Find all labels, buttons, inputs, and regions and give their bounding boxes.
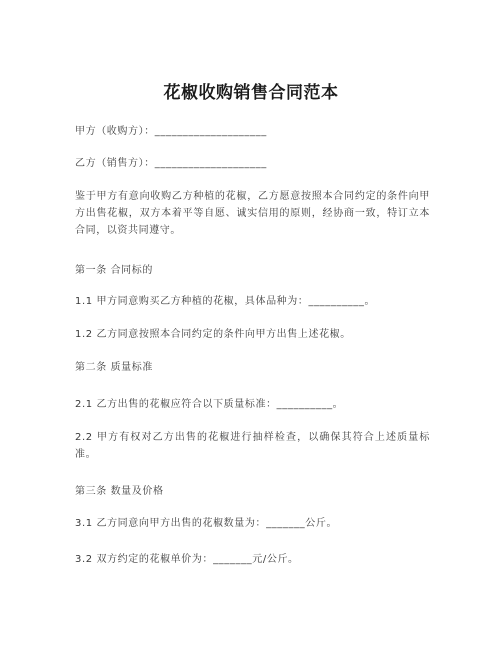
- document-title: 花椒收购销售合同范本: [163, 83, 339, 103]
- preamble-paragraph: 鉴于甲方有意向收购乙方种植的花椒，乙方愿意按照本合同约定的条件向甲方出售花椒，双方本着平等自愿、诚实信用的原则，经协商一致，特订立本合同，以资共同遵守。: [75, 191, 430, 236]
- clause-3-1: 3.1 乙方同意向甲方出售的花椒数量为：_______公斤。: [75, 518, 338, 529]
- article-2-heading: 第二条 质量标准: [75, 362, 153, 373]
- clause-3-2: 3.2 双方约定的花椒单价为：_______元/公斤。: [75, 554, 299, 565]
- clause-2-1: 2.1 乙方出售的花椒应符合以下质量标准：__________。: [75, 399, 344, 410]
- article-3-heading: 第三条 数量及价格: [75, 486, 164, 497]
- clause-1-2: 1.2 乙方同意按照本合同约定的条件向甲方出售上述花椒。: [75, 329, 351, 340]
- clause-1-1: 1.1 甲方同意购买乙方种植的花椒，具体品种为：__________。: [75, 296, 376, 307]
- clause-2-2: 2.2 甲方有权对乙方出售的花椒进行抽样检查，以确保其符合上述质量标准。: [75, 432, 430, 460]
- party-b-line: 乙方（销售方）：____________________: [75, 158, 267, 169]
- party-a-line: 甲方（收购方）：____________________: [75, 126, 267, 137]
- article-1-heading: 第一条 合同标的: [75, 265, 153, 276]
